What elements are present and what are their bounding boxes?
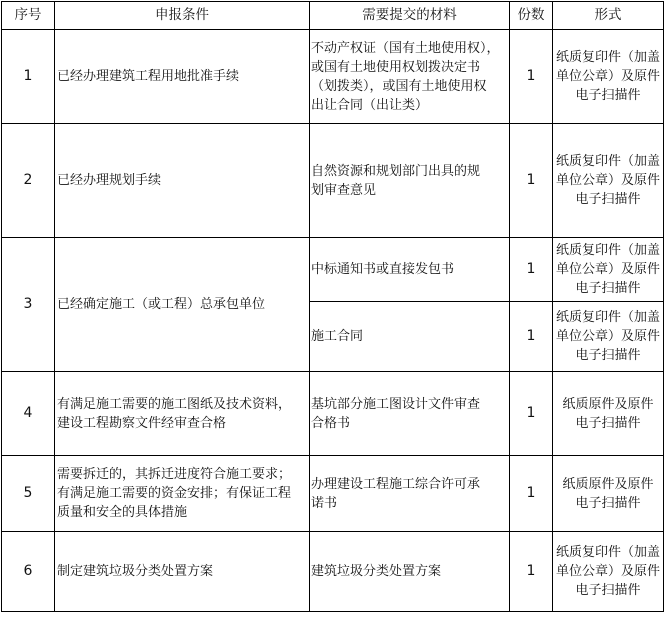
form-cell [553,456,664,532]
materials-text: 施工合同 [311,329,364,344]
count-cell: 1 [510,372,553,456]
condition-text: 已经办理规划手续 [57,173,162,188]
form-cell [553,532,664,612]
requirements-table [1,1,664,612]
materials-cell [310,238,510,302]
condition-cell [55,372,310,456]
condition-cell [55,238,310,372]
table-row [2,30,664,124]
materials-cell [310,30,510,124]
condition-cell [55,456,310,532]
row-number: 6 [2,532,55,612]
row-number: 3 [2,238,55,372]
row-number: 5 [2,456,55,532]
condition-cell [55,30,310,124]
form-text: 纸质原件及原件 电子扫描件 [562,476,654,511]
condition-text: 需要拆迁的，其拆迁进度符合施工要求； 有满足施工需要的资金安排；有保证工程 质量和安全的具体措施 [57,467,292,520]
materials-cell [310,372,510,456]
condition-text: 制定建筑垃圾分类处置方案 [57,564,214,579]
header-no: 序号 [2,2,55,30]
materials-text: 中标通知书或直接发包书 [311,262,455,277]
condition-text: 已经确定施工（或工程）总承包单位 [57,297,266,312]
materials-text: 基坑部分施工图设计文件审查 合格书 [311,396,481,431]
table-row [2,532,664,612]
count-cell: 1 [510,30,553,124]
count-cell: 1 [510,532,553,612]
form-cell [553,372,664,456]
materials-cell [310,124,510,238]
form-cell [553,302,664,372]
condition-text: 已经办理建筑工程用地批准手续 [57,69,240,84]
header-form: 形式 [553,2,664,30]
table-row [2,372,664,456]
table-row [2,238,664,302]
table-row [2,456,664,532]
materials-cell [310,532,510,612]
form-text: 纸质复印件（加盖 单位公章）及原件 电子扫描件 [555,50,660,103]
header-row [2,2,664,30]
materials-text: 不动产权证（国有土地使用权）， 或国有土地使用权划拨决定书 （划拨类），或国有土地使用权 出让合同（出让类） [311,40,500,113]
header-count: 份数 [510,2,553,30]
form-cell [553,124,664,238]
table-row [2,124,664,238]
form-text: 纸质复印件（加盖 单位公章）及原件 电子扫描件 [555,154,660,207]
materials-text: 建筑垃圾分类处置方案 [311,564,442,579]
count-cell: 1 [510,456,553,532]
materials-cell [310,302,510,372]
row-number: 1 [2,30,55,124]
form-text: 纸质复印件（加盖 单位公章）及原件 电子扫描件 [555,545,660,598]
count-cell: 1 [510,238,553,302]
row-number: 4 [2,372,55,456]
form-text: 纸质复印件（加盖 单位公章）及原件 电子扫描件 [555,310,660,363]
row-number: 2 [2,124,55,238]
header-condition: 申报条件 [55,2,310,30]
condition-cell [55,124,310,238]
count-cell: 1 [510,124,553,238]
form-cell [553,30,664,124]
materials-cell [310,456,510,532]
count-cell: 1 [510,302,553,372]
header-materials: 需要提交的材料 [310,2,510,30]
form-text: 纸质原件及原件 电子扫描件 [562,396,654,431]
form-cell [553,238,664,302]
condition-cell [55,532,310,612]
materials-text: 自然资源和规划部门出具的规 划审查意见 [311,163,481,198]
condition-text: 有满足施工需要的施工图纸及技术资料， 建设工程勘察文件经审查合格 [57,396,292,431]
form-text: 纸质复印件（加盖 单位公章）及原件 电子扫描件 [555,243,660,296]
materials-text: 办理建设工程施工综合许可承 诺书 [311,476,481,511]
